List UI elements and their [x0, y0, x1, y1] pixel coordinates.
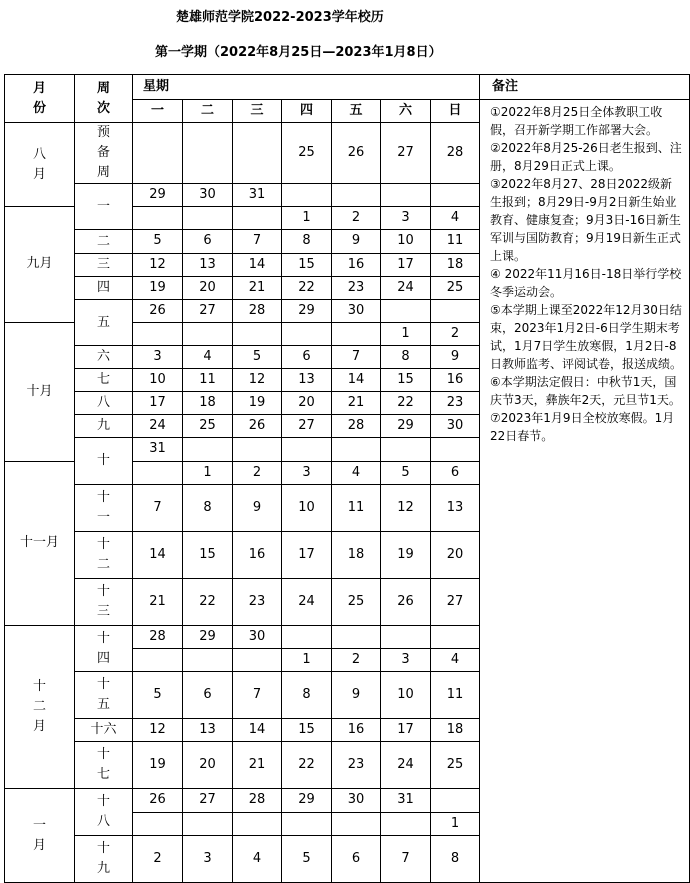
date-cell — [233, 649, 282, 672]
date-cell: 13 — [183, 254, 233, 277]
header-remarks: 备注 — [480, 75, 690, 100]
week-label-w3: 三 — [75, 254, 133, 277]
date-cell: 2 — [332, 207, 381, 230]
week-label-w2: 二 — [75, 230, 133, 254]
date-cell: 14 — [233, 719, 282, 742]
date-cell: 29 — [282, 300, 332, 323]
date-cell: 17 — [381, 254, 431, 277]
date-cell — [233, 323, 282, 346]
date-cell: 8 — [381, 346, 431, 369]
date-cell: 8 — [282, 230, 332, 254]
date-cell: 21 — [332, 392, 381, 415]
date-cell — [381, 300, 431, 323]
date-cell: 16 — [431, 369, 480, 392]
weekday-thu: 四 — [282, 100, 332, 123]
date-cell: 19 — [233, 392, 282, 415]
date-cell: 18 — [183, 392, 233, 415]
date-cell: 9 — [332, 230, 381, 254]
date-cell: 19 — [133, 277, 183, 300]
date-cell: 9 — [332, 672, 381, 719]
date-cell — [332, 184, 381, 207]
date-cell: 11 — [431, 672, 480, 719]
date-cell — [431, 789, 480, 813]
date-cell: 28 — [332, 415, 381, 438]
remark-item: ②2022年8月25-26日老生报到、注册，8月29日正式上课。 — [490, 141, 682, 173]
date-cell: 20 — [183, 277, 233, 300]
date-cell: 27 — [381, 123, 431, 184]
date-cell — [282, 813, 332, 836]
weekday-mon: 一 — [133, 100, 183, 123]
remark-item: ③2022年8月27、28日2022级新生报到；8月29日-9月2日新生始业教育、健康复查；9月3日-16日新生军训与国防教育；9月19日新生正式上课。 — [490, 177, 681, 263]
date-cell: 28 — [233, 789, 282, 813]
month-label-oct: 十月 — [5, 323, 75, 462]
header-weekday: 星期 — [133, 75, 480, 100]
remark-item: ⑥本学期法定假日：中秋节1天，国庆节3天，彝族年2天，元旦节1天。 — [490, 375, 681, 407]
date-cell: 5 — [282, 836, 332, 883]
date-cell: 24 — [282, 579, 332, 626]
date-cell: 4 — [431, 207, 480, 230]
date-cell — [183, 649, 233, 672]
date-cell — [233, 123, 282, 184]
date-cell: 16 — [332, 254, 381, 277]
date-cell: 19 — [381, 532, 431, 579]
date-cell: 2 — [133, 836, 183, 883]
week-label-w7: 七 — [75, 369, 133, 392]
date-cell — [282, 184, 332, 207]
date-cell: 10 — [381, 672, 431, 719]
date-cell — [183, 813, 233, 836]
date-cell: 7 — [233, 230, 282, 254]
date-cell: 2 — [332, 649, 381, 672]
date-cell: 30 — [233, 626, 282, 649]
date-cell: 28 — [133, 626, 183, 649]
date-cell: 8 — [431, 836, 480, 883]
date-cell — [431, 438, 480, 462]
date-cell: 26 — [233, 415, 282, 438]
date-cell: 3 — [183, 836, 233, 883]
date-cell: 31 — [233, 184, 282, 207]
date-cell: 7 — [233, 672, 282, 719]
date-cell: 15 — [282, 719, 332, 742]
week-label-w14: 十四 — [75, 626, 133, 672]
date-cell: 27 — [183, 789, 233, 813]
remark-item: ①2022年8月25日全体教职工收假，召开新学期工作部署大会。 — [490, 105, 663, 137]
date-cell: 4 — [233, 836, 282, 883]
date-cell: 11 — [332, 485, 381, 532]
week-label-w0: 预备周 — [75, 123, 133, 184]
date-cell — [183, 438, 233, 462]
header-week: 周次 — [75, 75, 133, 123]
date-cell: 1 — [381, 323, 431, 346]
date-cell: 16 — [332, 719, 381, 742]
date-cell: 20 — [282, 392, 332, 415]
month-label-nov: 十一月 — [5, 462, 75, 626]
week-label-w15: 十五 — [75, 672, 133, 719]
date-cell: 3 — [133, 346, 183, 369]
date-cell — [133, 207, 183, 230]
date-cell: 8 — [282, 672, 332, 719]
date-cell: 6 — [431, 462, 480, 485]
date-cell: 23 — [233, 579, 282, 626]
date-cell — [332, 813, 381, 836]
date-cell: 14 — [332, 369, 381, 392]
date-cell: 23 — [332, 277, 381, 300]
date-cell: 11 — [183, 369, 233, 392]
date-cell: 26 — [332, 123, 381, 184]
date-cell: 19 — [133, 742, 183, 789]
date-cell: 7 — [332, 346, 381, 369]
date-cell: 21 — [133, 579, 183, 626]
date-cell: 2 — [233, 462, 282, 485]
date-cell — [183, 207, 233, 230]
date-cell: 17 — [282, 532, 332, 579]
date-cell — [381, 626, 431, 649]
date-cell: 28 — [431, 123, 480, 184]
month-label-sep: 九月 — [5, 207, 75, 323]
week-label-w11: 十一 — [75, 485, 133, 532]
weekday-sun: 日 — [431, 100, 480, 123]
date-cell: 12 — [233, 369, 282, 392]
date-cell — [282, 438, 332, 462]
date-cell: 27 — [282, 415, 332, 438]
remark-item: ⑤本学期上课至2022年12月30日结束，2023年1月2日-6日学生期末考试，1月7日学生放寒假，1月2日-8日教师监考、评阅试卷，报送成绩。 — [490, 303, 683, 371]
date-cell: 25 — [431, 742, 480, 789]
week-label-w8: 八 — [75, 392, 133, 415]
date-cell: 3 — [381, 649, 431, 672]
date-cell: 22 — [282, 742, 332, 789]
date-cell: 25 — [183, 415, 233, 438]
date-cell: 29 — [282, 789, 332, 813]
date-cell: 6 — [282, 346, 332, 369]
date-cell: 18 — [431, 719, 480, 742]
date-cell: 12 — [133, 254, 183, 277]
date-cell: 22 — [282, 277, 332, 300]
date-cell: 29 — [381, 415, 431, 438]
week-label-w6: 六 — [75, 346, 133, 369]
date-cell: 23 — [431, 392, 480, 415]
date-cell — [183, 323, 233, 346]
date-cell: 5 — [133, 672, 183, 719]
date-cell: 22 — [183, 579, 233, 626]
date-cell: 30 — [183, 184, 233, 207]
date-cell: 6 — [183, 230, 233, 254]
date-cell: 1 — [431, 813, 480, 836]
date-cell: 2 — [431, 323, 480, 346]
date-cell: 15 — [183, 532, 233, 579]
date-cell — [431, 300, 480, 323]
date-cell: 7 — [133, 485, 183, 532]
date-cell — [381, 184, 431, 207]
week-label-w12: 十二 — [75, 532, 133, 579]
date-cell: 14 — [133, 532, 183, 579]
date-cell: 25 — [282, 123, 332, 184]
date-cell: 6 — [332, 836, 381, 883]
date-cell: 13 — [282, 369, 332, 392]
date-cell: 3 — [381, 207, 431, 230]
header-month: 月份 — [5, 75, 75, 123]
date-cell — [133, 649, 183, 672]
date-cell — [233, 438, 282, 462]
week-label-w18: 十八 — [75, 789, 133, 836]
date-cell: 21 — [233, 277, 282, 300]
month-label-aug: 八月 — [5, 123, 75, 207]
date-cell — [282, 323, 332, 346]
date-cell: 13 — [431, 485, 480, 532]
date-cell — [133, 323, 183, 346]
date-cell — [183, 123, 233, 184]
date-cell: 5 — [233, 346, 282, 369]
date-cell: 24 — [381, 742, 431, 789]
date-cell: 27 — [431, 579, 480, 626]
date-cell: 1 — [282, 649, 332, 672]
date-cell: 24 — [381, 277, 431, 300]
week-label-w1: 一 — [75, 184, 133, 230]
date-cell: 27 — [183, 300, 233, 323]
date-cell: 12 — [133, 719, 183, 742]
date-cell: 5 — [381, 462, 431, 485]
date-cell: 31 — [381, 789, 431, 813]
date-cell: 30 — [431, 415, 480, 438]
date-cell — [332, 438, 381, 462]
month-label-dec: 十二月 — [5, 626, 75, 789]
date-cell: 29 — [183, 626, 233, 649]
date-cell: 14 — [233, 254, 282, 277]
date-cell: 7 — [381, 836, 431, 883]
school-calendar-table — [4, 74, 690, 883]
date-cell: 25 — [431, 277, 480, 300]
date-cell: 5 — [133, 230, 183, 254]
week-label-w17: 十七 — [75, 742, 133, 789]
date-cell: 17 — [133, 392, 183, 415]
date-cell: 1 — [282, 207, 332, 230]
date-cell — [133, 462, 183, 485]
date-cell: 29 — [133, 184, 183, 207]
date-cell — [431, 626, 480, 649]
week-label-w19: 十九 — [75, 836, 133, 883]
date-cell: 13 — [183, 719, 233, 742]
week-label-w16: 十六 — [75, 719, 133, 742]
week-label-w9: 九 — [75, 415, 133, 438]
date-cell: 17 — [381, 719, 431, 742]
date-cell — [233, 813, 282, 836]
date-cell: 12 — [381, 485, 431, 532]
date-cell: 4 — [332, 462, 381, 485]
date-cell: 8 — [183, 485, 233, 532]
date-cell: 15 — [282, 254, 332, 277]
weekday-fri: 五 — [332, 100, 381, 123]
date-cell: 16 — [233, 532, 282, 579]
remark-item: ⑦2023年1月9日全校放寒假。1月22日春节。 — [490, 411, 675, 443]
semester-subtitle: 第一学期（2022年8月25日—2023年1月8日） — [155, 45, 442, 60]
date-cell: 15 — [381, 369, 431, 392]
date-cell: 9 — [233, 485, 282, 532]
remark-item: ④ 2022年11月16日-18日举行学校冬季运动会。 — [490, 267, 682, 299]
week-label-w13: 十三 — [75, 579, 133, 626]
date-cell — [381, 438, 431, 462]
date-cell: 23 — [332, 742, 381, 789]
date-cell: 31 — [133, 438, 183, 462]
date-cell: 10 — [133, 369, 183, 392]
date-cell: 10 — [381, 230, 431, 254]
date-cell: 26 — [133, 300, 183, 323]
date-cell: 22 — [381, 392, 431, 415]
week-label-w4: 四 — [75, 277, 133, 300]
date-cell — [133, 813, 183, 836]
date-cell — [381, 813, 431, 836]
date-cell: 30 — [332, 300, 381, 323]
weekday-sat: 六 — [381, 100, 431, 123]
date-cell: 1 — [183, 462, 233, 485]
date-cell — [133, 123, 183, 184]
week-label-w5: 五 — [75, 300, 133, 346]
date-cell: 3 — [282, 462, 332, 485]
date-cell: 11 — [431, 230, 480, 254]
month-label-jan: 一月 — [5, 789, 75, 883]
date-cell — [233, 207, 282, 230]
date-cell: 21 — [233, 742, 282, 789]
date-cell: 18 — [431, 254, 480, 277]
week-label-w10: 十 — [75, 438, 133, 485]
date-cell: 4 — [431, 649, 480, 672]
date-cell: 30 — [332, 789, 381, 813]
remarks-cell — [480, 100, 690, 883]
date-cell — [332, 626, 381, 649]
date-cell: 18 — [332, 532, 381, 579]
date-cell — [282, 626, 332, 649]
date-cell: 24 — [133, 415, 183, 438]
date-cell: 28 — [233, 300, 282, 323]
date-cell: 9 — [431, 346, 480, 369]
date-cell: 26 — [381, 579, 431, 626]
date-cell: 25 — [332, 579, 381, 626]
date-cell — [431, 184, 480, 207]
date-cell: 4 — [183, 346, 233, 369]
date-cell: 6 — [183, 672, 233, 719]
calendar-title: 楚雄师范学院2022-2023学年校历 — [176, 10, 384, 25]
weekday-wed: 三 — [233, 100, 282, 123]
weekday-tue: 二 — [183, 100, 233, 123]
date-cell: 26 — [133, 789, 183, 813]
date-cell: 20 — [183, 742, 233, 789]
date-cell: 20 — [431, 532, 480, 579]
date-cell: 10 — [282, 485, 332, 532]
date-cell — [332, 323, 381, 346]
